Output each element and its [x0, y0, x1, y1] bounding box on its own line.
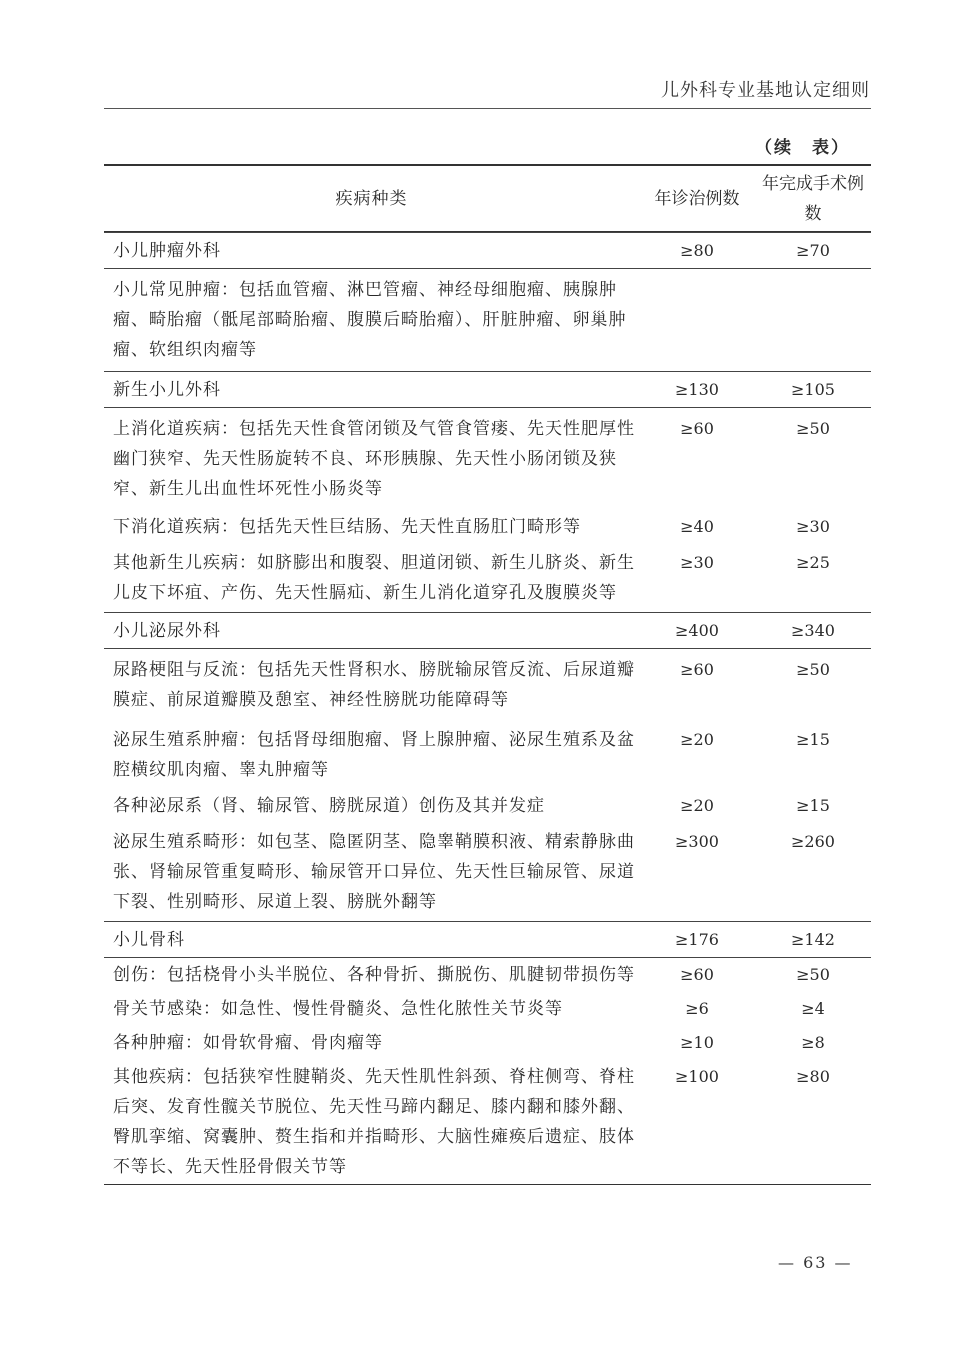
- disease-cell: 小儿常见肿瘤：包括血管瘤、淋巴管瘤、神经母细胞瘤、胰腺肿瘤、畸胎瘤（骶尾部畸胎瘤、腹膜后畸胎瘤）、肝脏肿瘤、卵巢肿瘤、软组织肉瘤等: [113, 280, 627, 360]
- table-row: [104, 992, 871, 1026]
- annual-surgeries-cell: ≥260: [791, 832, 835, 851]
- page-number: — 63 —: [778, 1253, 853, 1272]
- annual-surgeries-cell: ≥105: [791, 380, 835, 399]
- annual-surgeries-cell: ≥340: [791, 621, 835, 640]
- table-header-row: [104, 164, 871, 232]
- annual-surgeries-cell: ≥30: [796, 517, 830, 536]
- header-divider: [104, 108, 871, 109]
- annual-cases-cell: ≥10: [680, 1033, 714, 1052]
- annual-cases-cell: ≥20: [680, 796, 714, 815]
- annual-surgeries-cell: ≥70: [796, 241, 830, 260]
- disease-cell: 小儿泌尿外科: [113, 620, 221, 641]
- annual-cases-cell: ≥130: [675, 380, 719, 399]
- table-row: [104, 958, 871, 992]
- annual-cases-cell: ≥400: [675, 621, 719, 640]
- table-row: [104, 721, 871, 789]
- category-row: [104, 232, 871, 269]
- annual-surgeries-cell: ≥15: [796, 730, 830, 749]
- disease-cell: 泌尿生殖系畸形：如包茎、隐匿阴茎、隐睾鞘膜积液、精索静脉曲张、肾输尿管重复畸形、输尿管开口异位、先天性巨输尿管、尿道下裂、性别畸形、尿道上裂、膀胱外翻等: [113, 832, 635, 912]
- table-bottom-rule: [104, 1184, 871, 1185]
- annual-cases-cell: ≥100: [675, 1067, 719, 1086]
- table-body: [104, 232, 871, 1184]
- table-row: [104, 408, 871, 510]
- table-row: [104, 1060, 871, 1184]
- annual-surgeries-cell: ≥15: [796, 796, 830, 815]
- disease-cell: 小儿肿瘤外科: [113, 240, 221, 261]
- annual-cases-cell: ≥80: [680, 241, 714, 260]
- annual-cases-cell: ≥30: [680, 553, 714, 572]
- header-annual-cases: 年诊治例数: [654, 188, 740, 209]
- annual-cases-cell: ≥20: [680, 730, 714, 749]
- table-row: [104, 269, 871, 371]
- annual-cases-cell: ≥40: [680, 517, 714, 536]
- disease-cell: 泌尿生殖系肿瘤：包括肾母细胞瘤、肾上腺肿瘤、泌尿生殖系及盆腔横纹肌肉瘤、睾丸肿瘤等: [113, 730, 635, 780]
- annual-surgeries-cell: ≥50: [796, 660, 830, 679]
- annual-surgeries-cell: ≥25: [796, 553, 830, 572]
- disease-cell: 其他疾病：包括狭窄性腱鞘炎、先天性肌性斜颈、脊柱侧弯、脊柱后突、发育性髋关节脱位、先天性马蹄内翻足、膝内翻和膝外翻、臀肌挛缩、窝囊肿、赘生指和并指畸形、大脑性瘫痪后遗症、肢体不等长、先天性胫骨假关节等: [113, 1067, 635, 1177]
- header-disease-type: 疾病种类: [335, 188, 408, 209]
- header-annual-surgeries: 年完成手术例数: [762, 173, 864, 224]
- annual-cases-cell: ≥6: [685, 999, 709, 1018]
- table-row: [104, 544, 871, 612]
- disease-cell: 新生小儿外科: [113, 379, 221, 400]
- disease-cell: 骨关节感染：如急性、慢性骨髓炎、急性化脓性关节炎等: [113, 999, 563, 1019]
- disease-cell: 小儿骨科: [113, 929, 185, 950]
- table-row: [104, 649, 871, 721]
- annual-cases-cell: ≥60: [680, 419, 714, 438]
- requirements-table: [104, 164, 871, 1185]
- annual-cases-cell: ≥300: [675, 832, 719, 851]
- table-row: [104, 823, 871, 921]
- table-row: [104, 510, 871, 544]
- table-row: [104, 1026, 871, 1060]
- annual-surgeries-cell: ≥4: [801, 999, 825, 1018]
- annual-surgeries-cell: ≥50: [796, 419, 830, 438]
- annual-surgeries-cell: ≥8: [801, 1033, 825, 1052]
- annual-cases-cell: ≥60: [680, 660, 714, 679]
- disease-cell: 下消化道疾病：包括先天性巨结肠、先天性直肠肛门畸形等: [113, 517, 581, 537]
- table-row: [104, 789, 871, 823]
- category-row: [104, 612, 871, 649]
- disease-cell: 各种肿瘤：如骨软骨瘤、骨肉瘤等: [113, 1033, 383, 1053]
- annual-surgeries-cell: ≥50: [796, 965, 830, 984]
- continued-label: （续 表）: [755, 138, 850, 158]
- annual-surgeries-cell: ≥80: [796, 1067, 830, 1086]
- disease-cell: 创伤：包括桡骨小头半脱位、各种骨折、撕脱伤、肌腱韧带损伤等: [113, 965, 635, 985]
- category-row: [104, 921, 871, 958]
- annual-surgeries-cell: ≥142: [791, 930, 835, 949]
- disease-cell: 上消化道疾病：包括先天性食管闭锁及气管食管瘘、先天性肥厚性幽门狭窄、先天性肠旋转不良、环形胰腺、先天性小肠闭锁及狭窄、新生儿出血性坏死性小肠炎等: [113, 419, 635, 499]
- annual-cases-cell: ≥60: [680, 965, 714, 984]
- category-row: [104, 371, 871, 408]
- running-header: 儿外科专业基地认定细则: [661, 80, 870, 101]
- disease-cell: 其他新生儿疾病：如脐膨出和腹裂、胆道闭锁、新生儿脐炎、新生儿皮下坏疽、产伤、先天性膈疝、新生儿消化道穿孔及腹膜炎等: [113, 553, 635, 603]
- disease-cell: 各种泌尿系（肾、输尿管、膀胱尿道）创伤及其并发症: [113, 796, 545, 816]
- annual-cases-cell: ≥176: [675, 930, 719, 949]
- disease-cell: 尿路梗阻与反流：包括先天性肾积水、膀胱输尿管反流、后尿道瓣膜症、前尿道瓣膜及憩室、神经性膀胱功能障碍等: [113, 660, 635, 710]
